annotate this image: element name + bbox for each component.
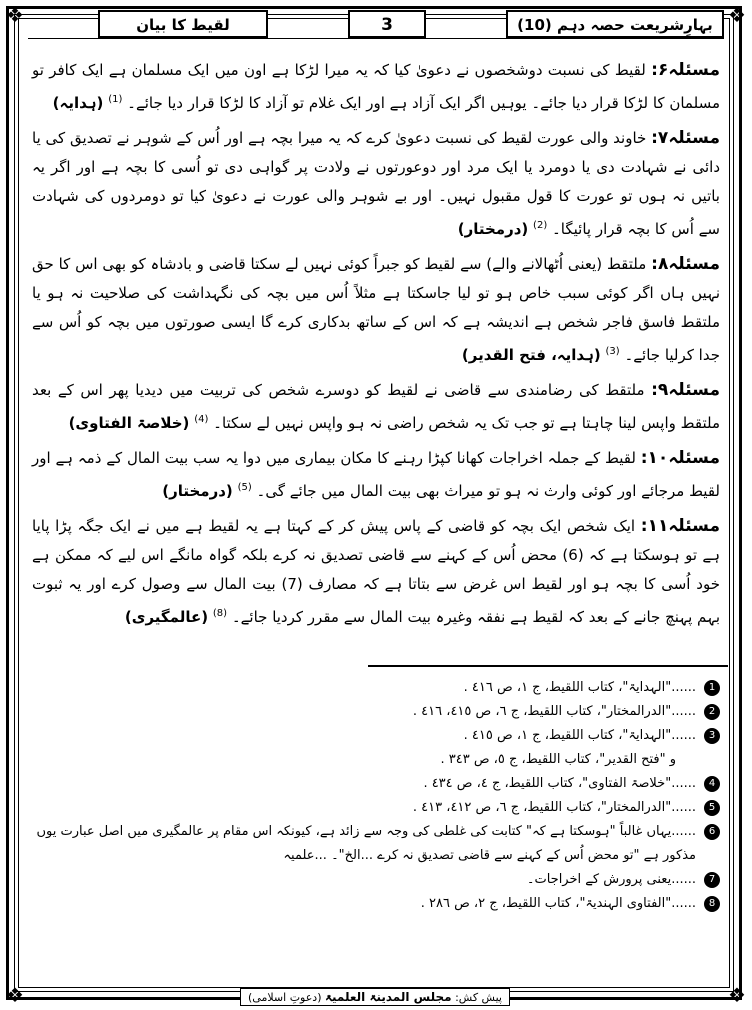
footnote-item bbox=[32, 820, 720, 868]
masla-text: ملتقط کی رضامندی سے قاضی نے لقیط کو دوسرے شخص کی تربیت میں دیدیا پھر اس کے بعد ملتقط واپس لینا چاہتا ہے تو جب تک یہ شخص راضی نہ ہو واپس نہیں لے سکتا۔ bbox=[32, 381, 720, 432]
footnotes bbox=[32, 676, 720, 916]
footnote-marker[interactable]: (5) bbox=[237, 482, 252, 493]
masla-label: مسئلہ۱۱: bbox=[640, 516, 720, 536]
masla-label: مسئلہ۹: bbox=[651, 380, 720, 400]
footnote-number: 5 bbox=[704, 800, 720, 816]
main-text bbox=[32, 56, 720, 638]
masla-text: لقیط کی نسبت دوشخصوں نے دعویٰ کیا کہ یہ میرا لڑکا ہے اون میں ایک مسلمان ہے ایک کافر تو مسلمان کا لڑکا قرار دیا جائے۔ یوہیں اگر ایک آزاد ہے اور ایک غلام تو آزاد کا لڑکا قرار دیا جائے۔ bbox=[32, 61, 720, 112]
footnote-marker[interactable]: (8) bbox=[212, 608, 228, 619]
footnote-marker[interactable]: (1) bbox=[108, 94, 123, 105]
footer-org: مجلس المدینۃ العلمیۃ bbox=[325, 990, 452, 1004]
footnote-divider bbox=[368, 665, 728, 667]
footnote-item bbox=[32, 676, 720, 700]
source-ref: (ہدایہ) bbox=[52, 94, 104, 112]
footnote-number: 8 bbox=[704, 896, 720, 912]
masla-8 bbox=[32, 250, 720, 370]
ornament-bottom-left-icon: ❖ bbox=[6, 983, 24, 1007]
masla-text: لقیط کے جملہ اخراجات کھانا کپڑا رہنے کا مکان بیماری میں دوا یہ سب بیت المال کے ذمہ ہے اور لقیط مرجائے اور کوئی وارث نہ ہو تو میراث بھی بیت المال میں جائے گی۔ bbox=[32, 449, 720, 500]
footnote-item bbox=[32, 700, 720, 724]
footnote-marker[interactable]: (2) bbox=[533, 220, 548, 231]
footnote-number: 7 bbox=[704, 872, 720, 888]
masla-6 bbox=[32, 56, 720, 118]
footnote-text: ......"الدرالمختار"، کتاب اللقیط، ج ٦، ص ٤١٥، ٤١٦ . bbox=[412, 704, 696, 719]
footnote-text: ......"خلاصۃ الفتاوی"، کتاب اللقیط، ج ٤، ص ٤٣٤ . bbox=[423, 776, 696, 791]
footnote-marker[interactable]: (4) bbox=[194, 414, 209, 425]
footnote-number: 1 bbox=[704, 680, 720, 696]
masla-7 bbox=[32, 124, 720, 244]
footnote-item bbox=[32, 868, 720, 892]
footnote-text: ......"الدرالمختار"، کتاب اللقیط، ج ٦، ص ٤١٢، ٤١٣ . bbox=[412, 800, 696, 815]
page-footer bbox=[240, 988, 510, 1006]
masla-10 bbox=[32, 444, 720, 506]
source-ref: (خلاصۃ الفتاوی) bbox=[68, 414, 190, 432]
footer-prefix: پیش کش: bbox=[455, 991, 502, 1004]
masla-label: مسئلہ۷: bbox=[651, 128, 720, 148]
footnote-text: و "فتح القدیر"، کتاب اللقیط، ج ٥، ص ٣٤٣ . bbox=[440, 752, 676, 767]
source-ref: (درمختار) bbox=[457, 220, 529, 238]
footnote-number: 3 bbox=[704, 728, 720, 744]
masla-text: ملتقط (یعنی اُٹھالانے والے) سے لقیط کو جبراً کوئی نہیں لے سکتا قاضی و بادشاہ کو بھی اس کا حق نہیں ہاں اگر کوئی سبب خاص ہو تو لیا جاسکتا ہے مثلاً اُس میں بچہ کی نگہداشت کی صلاحیت نہ ہو یا ملتقط فاسق فاجر شخص ہے اندیشہ ہے کہ اس کے ساتھ بدکاری کرے گا ایسی صورتوں میں بچہ کو اُس سے جدا کرلیا جائے۔ bbox=[32, 255, 720, 364]
footnote-marker[interactable]: (3) bbox=[605, 346, 620, 357]
chapter-title: لقیط کا بیان bbox=[98, 10, 268, 38]
masla-label: مسئلہ۱۰: bbox=[640, 448, 720, 468]
source-ref: (ہدایہ، فتح القدیر) bbox=[461, 346, 601, 364]
footnote-text: ......"الفتاوی الہندیۃ"، کتاب اللقیط، ج ٢، ص ٢٨٦ . bbox=[420, 896, 696, 911]
page-header bbox=[28, 10, 724, 40]
source-ref: (عالمگیری) bbox=[124, 608, 209, 626]
masla-11 bbox=[32, 512, 720, 632]
book-title: بہارِشریعت حصہ دہم (10) bbox=[506, 10, 724, 38]
footnote-item bbox=[32, 796, 720, 820]
footnote-text: ......"الہدایۃ"، کتاب اللقیط، ج ١، ص ٤١٦ . bbox=[463, 680, 696, 695]
footnote-item bbox=[32, 772, 720, 796]
ornament-bottom-right-icon: ❖ bbox=[728, 983, 746, 1007]
masla-9 bbox=[32, 376, 720, 438]
masla-label: مسئلہ۸: bbox=[651, 254, 720, 274]
masla-text: ایک شخص ایک بچہ کو قاضی کے پاس پیش کر کے کہتا ہے یہ لقیط ہے میں نے ایک جگہ پڑا پایا ہے تو ہوسکتا ہے کہ (6) محض اُس کے کہنے سے قاضی تصدیق نہ کرے بلکہ گواہ مانگے اس لیے کہ ممکن ہے خود اُسی کا بچہ ہو اور لقیط اس غرض سے بتاتا ہے کہ مصارف (7) بیت المال سے وصول کرے اور یہ ثبوت بہم پہنچ جانے کے بعد کہ لقیط ہے نفقہ وغیرہ بیت المال سے مقرر کردیا جائے۔ bbox=[32, 517, 720, 626]
footnote-number: 6 bbox=[704, 824, 720, 840]
masla-label: مسئلہ۶: bbox=[651, 60, 720, 80]
footnote-item bbox=[32, 892, 720, 916]
ornament-top-right-icon: ❖ bbox=[728, 3, 746, 27]
masla-text: خاوند والی عورت لقیط کی نسبت دعویٰ کرے کہ یہ میرا بچہ ہے اور اُس کے شوہر نے تصدیق کی یا دائی نے شہادت دی یا دومرد یا ایک مرد اور دوعورتوں نے ولادت پر گواہی دی تو اُسی کا بچہ ہے اور اگر یہ باتیں نہ ہوں تو عورت کا قول مقبول نہیں۔ اور بے شوہر والی عورت نے دعویٰ کیا تو دومردوں کی شہادت سے اُس کا بچہ قرار پائیگا۔ bbox=[32, 129, 720, 238]
footnote-text: ......یہاں غالباً "ہوسکتا ہے کہ" کتابت کی غلطی کی وجہ سے زائد ہے، کیونکہ اس مقام پر عالمگیری میں اصل عبارت یوں مذکور ہے "تو محض اُس کے کہنے سے قاضی تصدیق نہ کرے ...الخ"۔ ...علمیہ bbox=[36, 824, 696, 863]
ornament-top-left-icon: ❖ bbox=[6, 3, 24, 27]
page-number: 3 bbox=[348, 10, 426, 38]
footnote-number: 2 bbox=[704, 704, 720, 720]
footnote-text: ......یعنی پرورش کے اخراجات۔ bbox=[526, 872, 696, 887]
source-ref: (درمختار) bbox=[162, 482, 233, 500]
footnote-text: ......"الہدایۃ"، کتاب اللقیط، ج ١، ص ٤١٥ . bbox=[463, 728, 696, 743]
footnote-item-continued bbox=[32, 748, 720, 772]
footnote-number: 4 bbox=[704, 776, 720, 792]
footer-sub: (دعوتِ اسلامی) bbox=[248, 991, 322, 1004]
footnote-item bbox=[32, 724, 720, 748]
header-rule bbox=[28, 38, 724, 39]
